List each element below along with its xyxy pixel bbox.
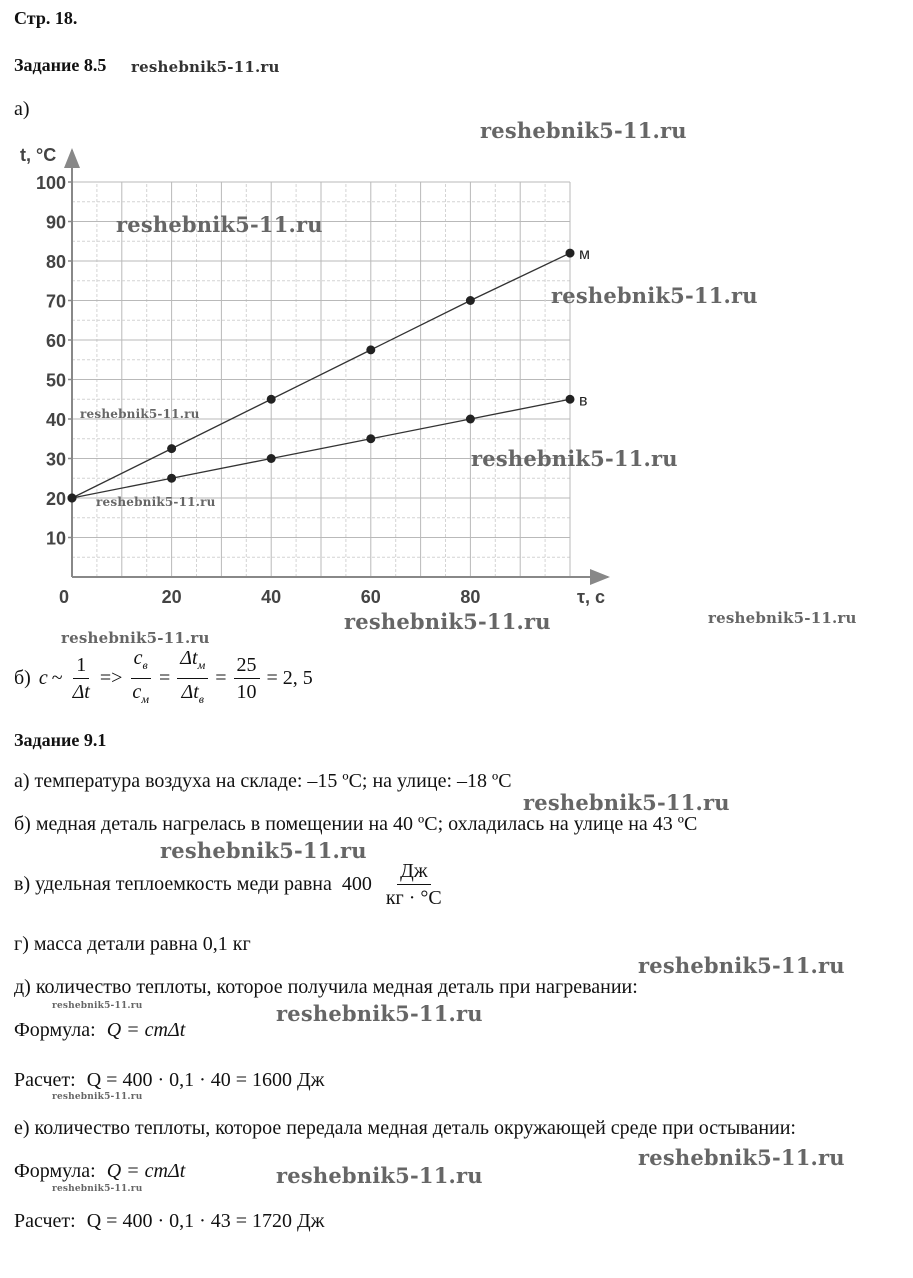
data-point <box>466 415 475 424</box>
watermark: reshebnik5-11.ru <box>708 609 857 627</box>
formula-result: = 2, 5 <box>266 667 313 689</box>
formula-eq: = <box>215 667 227 689</box>
unit-den: кг · °C <box>385 887 442 909</box>
y-tick-label: 30 <box>45 449 66 470</box>
watermark: reshebnik5-11.ru <box>96 495 216 509</box>
calc-label: Расчет: <box>14 1210 76 1232</box>
frac-1-dt <box>70 652 93 705</box>
dtm: Δt <box>180 647 198 669</box>
y-tick-label: 50 <box>45 370 66 391</box>
data-point <box>167 474 176 483</box>
frac-den: Δt <box>72 681 90 703</box>
formula-label: Формула: <box>14 1160 96 1182</box>
watermark: reshebnik5-11.ru <box>61 629 210 647</box>
frac-den: 10 <box>236 681 257 703</box>
formula-text: Q = cmΔt <box>106 1019 186 1041</box>
data-point <box>267 454 276 463</box>
task-9-1-title: Задание 9.1 <box>14 730 107 750</box>
y-tick-label: 70 <box>45 291 66 312</box>
formula-c: c <box>38 667 48 689</box>
dtm-sub: м <box>197 658 206 672</box>
watermark: reshebnik5-11.ru <box>116 212 323 237</box>
line-v <box>14 858 448 911</box>
frac-25-10 <box>234 652 260 705</box>
frac-num <box>131 645 151 679</box>
watermark: reshebnik5-11.ru <box>276 1163 483 1188</box>
task-8-5-title: Задание 8.5 <box>14 55 107 75</box>
watermark: reshebnik5-11.ru <box>80 407 200 421</box>
y-tick-label: 80 <box>45 252 66 272</box>
frac-num <box>177 645 208 679</box>
data-point <box>566 249 575 258</box>
watermark: reshebnik5-11.ru <box>160 838 367 863</box>
watermark: reshebnik5-11.ru <box>52 1001 143 1011</box>
dtv: Δt <box>181 681 199 703</box>
watermark: reshebnik5-11.ru <box>638 1145 845 1170</box>
line-v-value: 400 <box>341 873 372 895</box>
part-b-label: б) <box>14 667 31 689</box>
watermark: reshebnik5-11.ru <box>52 1092 143 1102</box>
line-e: е) количество теплоты, которое передала медная деталь окружающей среде при остывании: <box>14 1117 796 1139</box>
line-a: а) температура воздуха на складе: –15 ºC; на улице: –18 ºC <box>14 770 512 792</box>
line-v-text: в) удельная теплоемкость меди равна <box>14 873 332 895</box>
watermark: reshebnik5-11.ru <box>480 118 687 143</box>
data-point <box>366 434 375 443</box>
cv: c <box>133 647 143 669</box>
line-d: д) количество теплоты, которое получила медная деталь при нагревании: <box>14 976 638 998</box>
formula-row-e <box>14 1160 185 1183</box>
calc-text: Q = 400 · 0,1 · 40 = 1600 Дж <box>86 1069 325 1091</box>
watermark: reshebnik5-11.ru <box>638 953 845 978</box>
line-b: б) медная деталь нагрелась в помещении на 40 ºC; охладилась на улице на 43 ºC <box>14 813 698 835</box>
formula-row-d <box>14 1019 185 1042</box>
frac-num: 25 <box>234 652 260 679</box>
cv-sub: в <box>142 658 148 672</box>
watermark: reshebnik5-11.ru <box>551 283 758 308</box>
data-point <box>267 395 276 404</box>
frac-dtm-dtv <box>177 645 208 712</box>
frac-cv-cm <box>129 645 152 712</box>
frac-den <box>178 679 207 712</box>
data-point <box>466 296 475 305</box>
watermark: reshebnik5-11.ru <box>276 1001 483 1026</box>
watermark: reshebnik5-11.ru <box>471 446 678 471</box>
cm-sub: м <box>141 692 149 706</box>
x-tick-label: 20 <box>161 587 182 607</box>
x-axis-label: τ, с <box>577 587 606 607</box>
y-tick-label: 90 <box>45 212 66 233</box>
x-tick-label: 80 <box>460 587 481 607</box>
line-g: г) масса детали равна 0,1 кг <box>14 933 251 955</box>
calc-row-d <box>14 1069 325 1092</box>
x-tick-label: 40 <box>261 587 282 607</box>
y-tick-label: 40 <box>45 410 66 430</box>
frac-num: 1 <box>73 652 89 679</box>
formula-label: Формула: <box>14 1019 96 1041</box>
unit-fraction <box>383 858 445 911</box>
watermark: reshebnik5-11.ru <box>131 58 280 76</box>
data-point <box>68 494 77 503</box>
dtv-sub: в <box>198 692 204 706</box>
watermark: reshebnik5-11.ru <box>344 609 551 634</box>
formula-text: Q = cmΔt <box>106 1160 186 1182</box>
part-a-label: а) <box>14 98 30 120</box>
calc-text: Q = 400 · 0,1 · 43 = 1720 Дж <box>86 1210 325 1232</box>
chart-grid <box>72 182 570 577</box>
formula-sim: ~ <box>51 667 63 689</box>
y-axis-label: t, °C <box>20 145 57 165</box>
watermark: reshebnik5-11.ru <box>52 1184 143 1194</box>
formula-arrow: => <box>99 667 123 689</box>
data-point <box>366 345 375 354</box>
x-tick-label: 60 <box>360 587 381 607</box>
y-tick-label: 10 <box>45 528 66 549</box>
page-title: Стр. 18. <box>14 8 78 28</box>
formula-eq: = <box>158 667 171 689</box>
watermark: reshebnik5-11.ru <box>523 790 730 815</box>
data-point <box>167 444 176 453</box>
y-tick-label: 60 <box>45 331 66 351</box>
series-label: м <box>579 246 590 264</box>
data-point <box>566 395 575 404</box>
calc-row-e <box>14 1210 325 1233</box>
series-label: в <box>579 392 588 410</box>
temperature-time-chart <box>0 135 640 615</box>
y-tick-label: 100 <box>35 173 66 193</box>
cm: c <box>132 681 142 703</box>
origin-label: 0 <box>58 587 70 607</box>
calc-label: Расчет: <box>14 1069 76 1091</box>
frac-den <box>129 679 152 712</box>
part-b-formula <box>14 645 313 712</box>
unit-num: Дж <box>397 858 430 885</box>
y-tick-label: 20 <box>45 489 66 509</box>
